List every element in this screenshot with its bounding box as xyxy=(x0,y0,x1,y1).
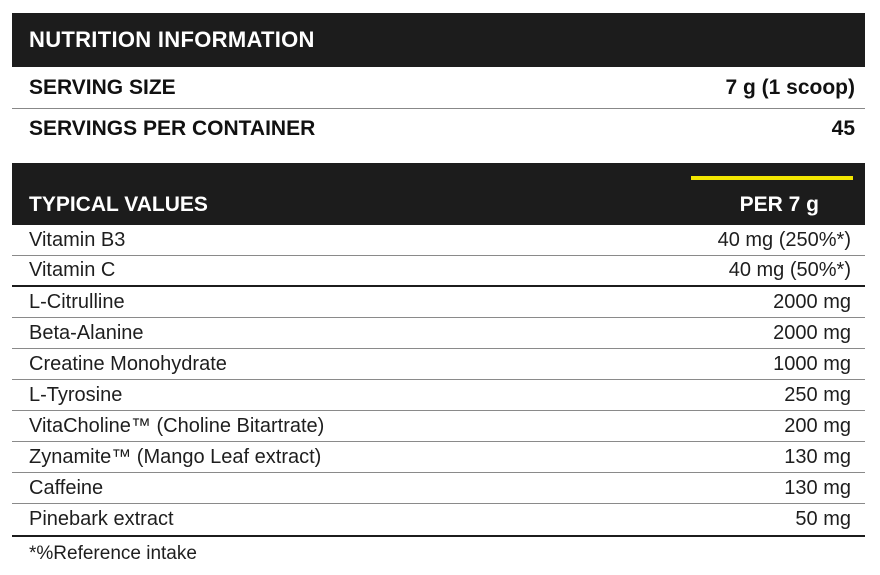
nutrient-name: Vitamin C xyxy=(29,259,116,281)
nutrient-row xyxy=(12,287,865,318)
nutrient-row xyxy=(12,256,865,287)
nutrient-amount: 130 mg xyxy=(784,445,851,468)
reference-intake-footnote: *%Reference intake xyxy=(29,543,197,564)
nutrient-amount: 130 mg xyxy=(784,476,851,499)
servings-per-container-row xyxy=(12,109,865,149)
servings-per-container-label: SERVINGS PER CONTAINER xyxy=(29,117,316,140)
nutrient-amount: 40 mg (250%*) xyxy=(717,228,851,251)
nutrition-panel xyxy=(12,13,865,565)
serving-size-row xyxy=(12,67,865,109)
nutrient-name: Beta-Alanine xyxy=(29,321,144,344)
nutrient-table xyxy=(12,225,865,537)
nutrient-amount: 50 mg xyxy=(795,508,851,530)
nutrient-row xyxy=(12,473,865,504)
nutrient-row xyxy=(12,318,865,349)
typical-values-header xyxy=(12,163,865,225)
nutrient-name: Vitamin B3 xyxy=(29,228,126,251)
nutrient-amount: 200 mg xyxy=(784,414,851,437)
nutrient-name: L-Tyrosine xyxy=(29,383,123,406)
servings-per-container-value: 45 xyxy=(831,117,855,140)
accent-bar xyxy=(691,176,853,180)
nutrient-name: Zynamite™ (Mango Leaf extract) xyxy=(29,445,322,468)
nutrient-amount: 2000 mg xyxy=(773,321,851,344)
nutrient-name: Creatine Monohydrate xyxy=(29,352,227,375)
nutrient-amount: 40 mg (50%*) xyxy=(728,259,851,281)
nutrient-row xyxy=(12,442,865,473)
nutrient-row xyxy=(12,411,865,442)
nutrient-amount: 1000 mg xyxy=(773,352,851,375)
nutrient-amount: 2000 mg xyxy=(773,290,851,313)
nutrient-row xyxy=(12,380,865,411)
nutrition-title: NUTRITION INFORMATION xyxy=(12,13,865,67)
nutrient-row xyxy=(12,225,865,256)
serving-size-label: SERVING SIZE xyxy=(29,75,176,99)
nutrient-row xyxy=(12,504,865,535)
nutrient-name: Caffeine xyxy=(29,476,104,499)
nutrient-row xyxy=(12,349,865,380)
nutrient-amount: 250 mg xyxy=(784,383,851,406)
nutrient-name: Pinebark extract xyxy=(29,508,174,530)
nutrient-name: L-Citrulline xyxy=(29,290,125,313)
nutrient-name: VitaCholine™ (Choline Bitartrate) xyxy=(29,414,325,437)
typical-values-label: TYPICAL VALUES xyxy=(29,193,208,216)
serving-size-value: 7 g (1 scoop) xyxy=(725,75,855,99)
per-serving-label: PER 7 g xyxy=(739,193,819,216)
